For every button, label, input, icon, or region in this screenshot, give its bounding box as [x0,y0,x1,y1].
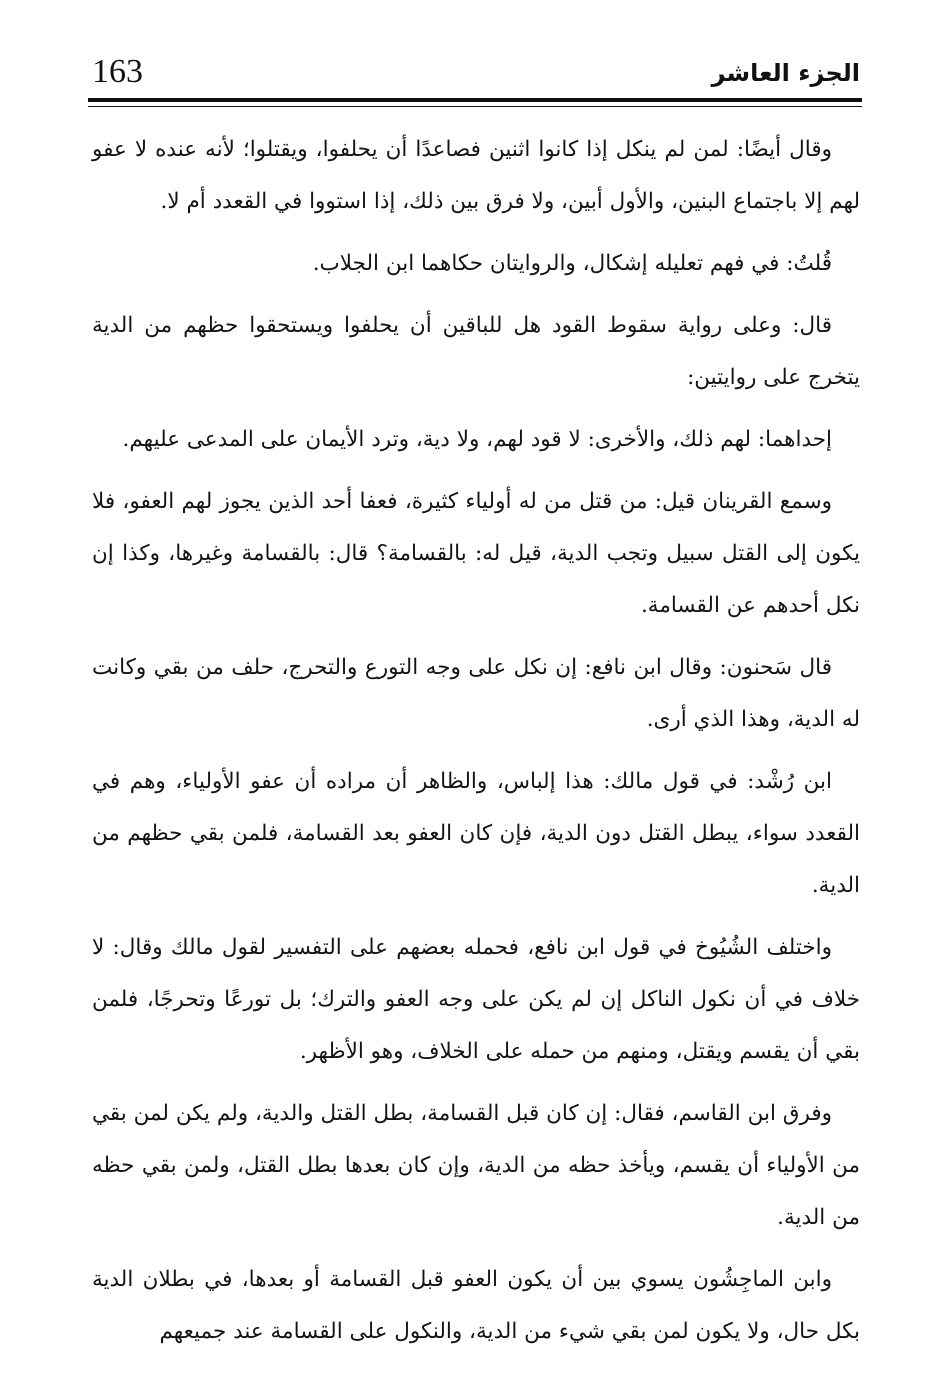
paragraph: قال: وعلى رواية سقوط القود هل للباقين أن يحلفوا ويستحقوا حظهم من الدية يتخرج على روايتين: [92,313,860,390]
paragraph: قُلتُ: في فهم تعليله إشكال، والروايتان حكاهما ابن الجلاب. [312,251,832,276]
paragraph: وقال أيضًا: لمن لم ينكل إذا كانوا اثنين فصاعدًا أن يحلفوا، ويقتلوا؛ لأنه عنده لا عفو لهم إلا باجتماع البنين، والأول أبين، ولا فرق بين ذلك، إذا استووا في القعدد أم لا. [92,137,860,214]
page-number: 163 [92,53,143,90]
body-text [92,124,860,1368]
paragraph: ابن رُشْد: في قول مالك: هذا إلباس، والظاهر أن مراده أن عفو الأولياء، وهم في القعدد سواء، يبطل القتل دون الدية، فإن كان العفو بعد القسامة، فلمن بقي حظهم من الدية. [92,769,860,898]
page-header [88,50,860,96]
running-title: الجزء العاشر [711,59,860,87]
paragraph: وابن الماجِشُون يسوي بين أن يكون العفو قبل القسامة أو بعدها، في بطلان الدية بكل حال، ولا يكون لمن بقي شيء من الدية، والنكول على القسامة عند جميعهم [92,1267,860,1344]
paragraph: إحداهما: لهم ذلك، والأخرى: لا قود لهم، ولا دية، وترد الأيمان على المدعى عليهم. [122,427,832,452]
paragraph: قال سَحنون: وقال ابن نافع: إن نكل على وجه التورع والتحرج، حلف من بقي وكانت له الدية، وهذا الذي أرى. [92,655,860,732]
paragraph: وفرق ابن القاسم، فقال: إن كان قبل القسامة، بطل القتل والدية، ولم يكن لمن بقي من الأولياء أن يقسم، ويأخذ حظه من الدية، وإن كان بعدها بطل القتل، ولمن بقي حظه من الدية. [92,1101,860,1230]
header-rule-thin [88,106,862,107]
header-rule-thick [88,98,862,102]
paragraph: واختلف الشُيُوخ في قول ابن نافع، فحمله بعضهم على التفسير لقول مالك وقال: لا خلاف في أن نكول الناكل إن لم يكن على وجه العفو والترك؛ بل تورعًا وتحرجًا، فلمن بقي أن يقسم ويقتل، ومنهم من حمله على الخلاف، وهو الأظهر. [92,935,860,1064]
paragraph: وسمع القرينان قيل: من قتل من له أولياء كثيرة، فعفا أحد الذين يجوز لهم العفو، فلا يكون إلى القتل سبيل وتجب الدية، قيل له: بالقسامة؟ قال: بالقسامة وغيرها، وكذا إن نكل أحدهم عن القسامة. [92,489,860,618]
